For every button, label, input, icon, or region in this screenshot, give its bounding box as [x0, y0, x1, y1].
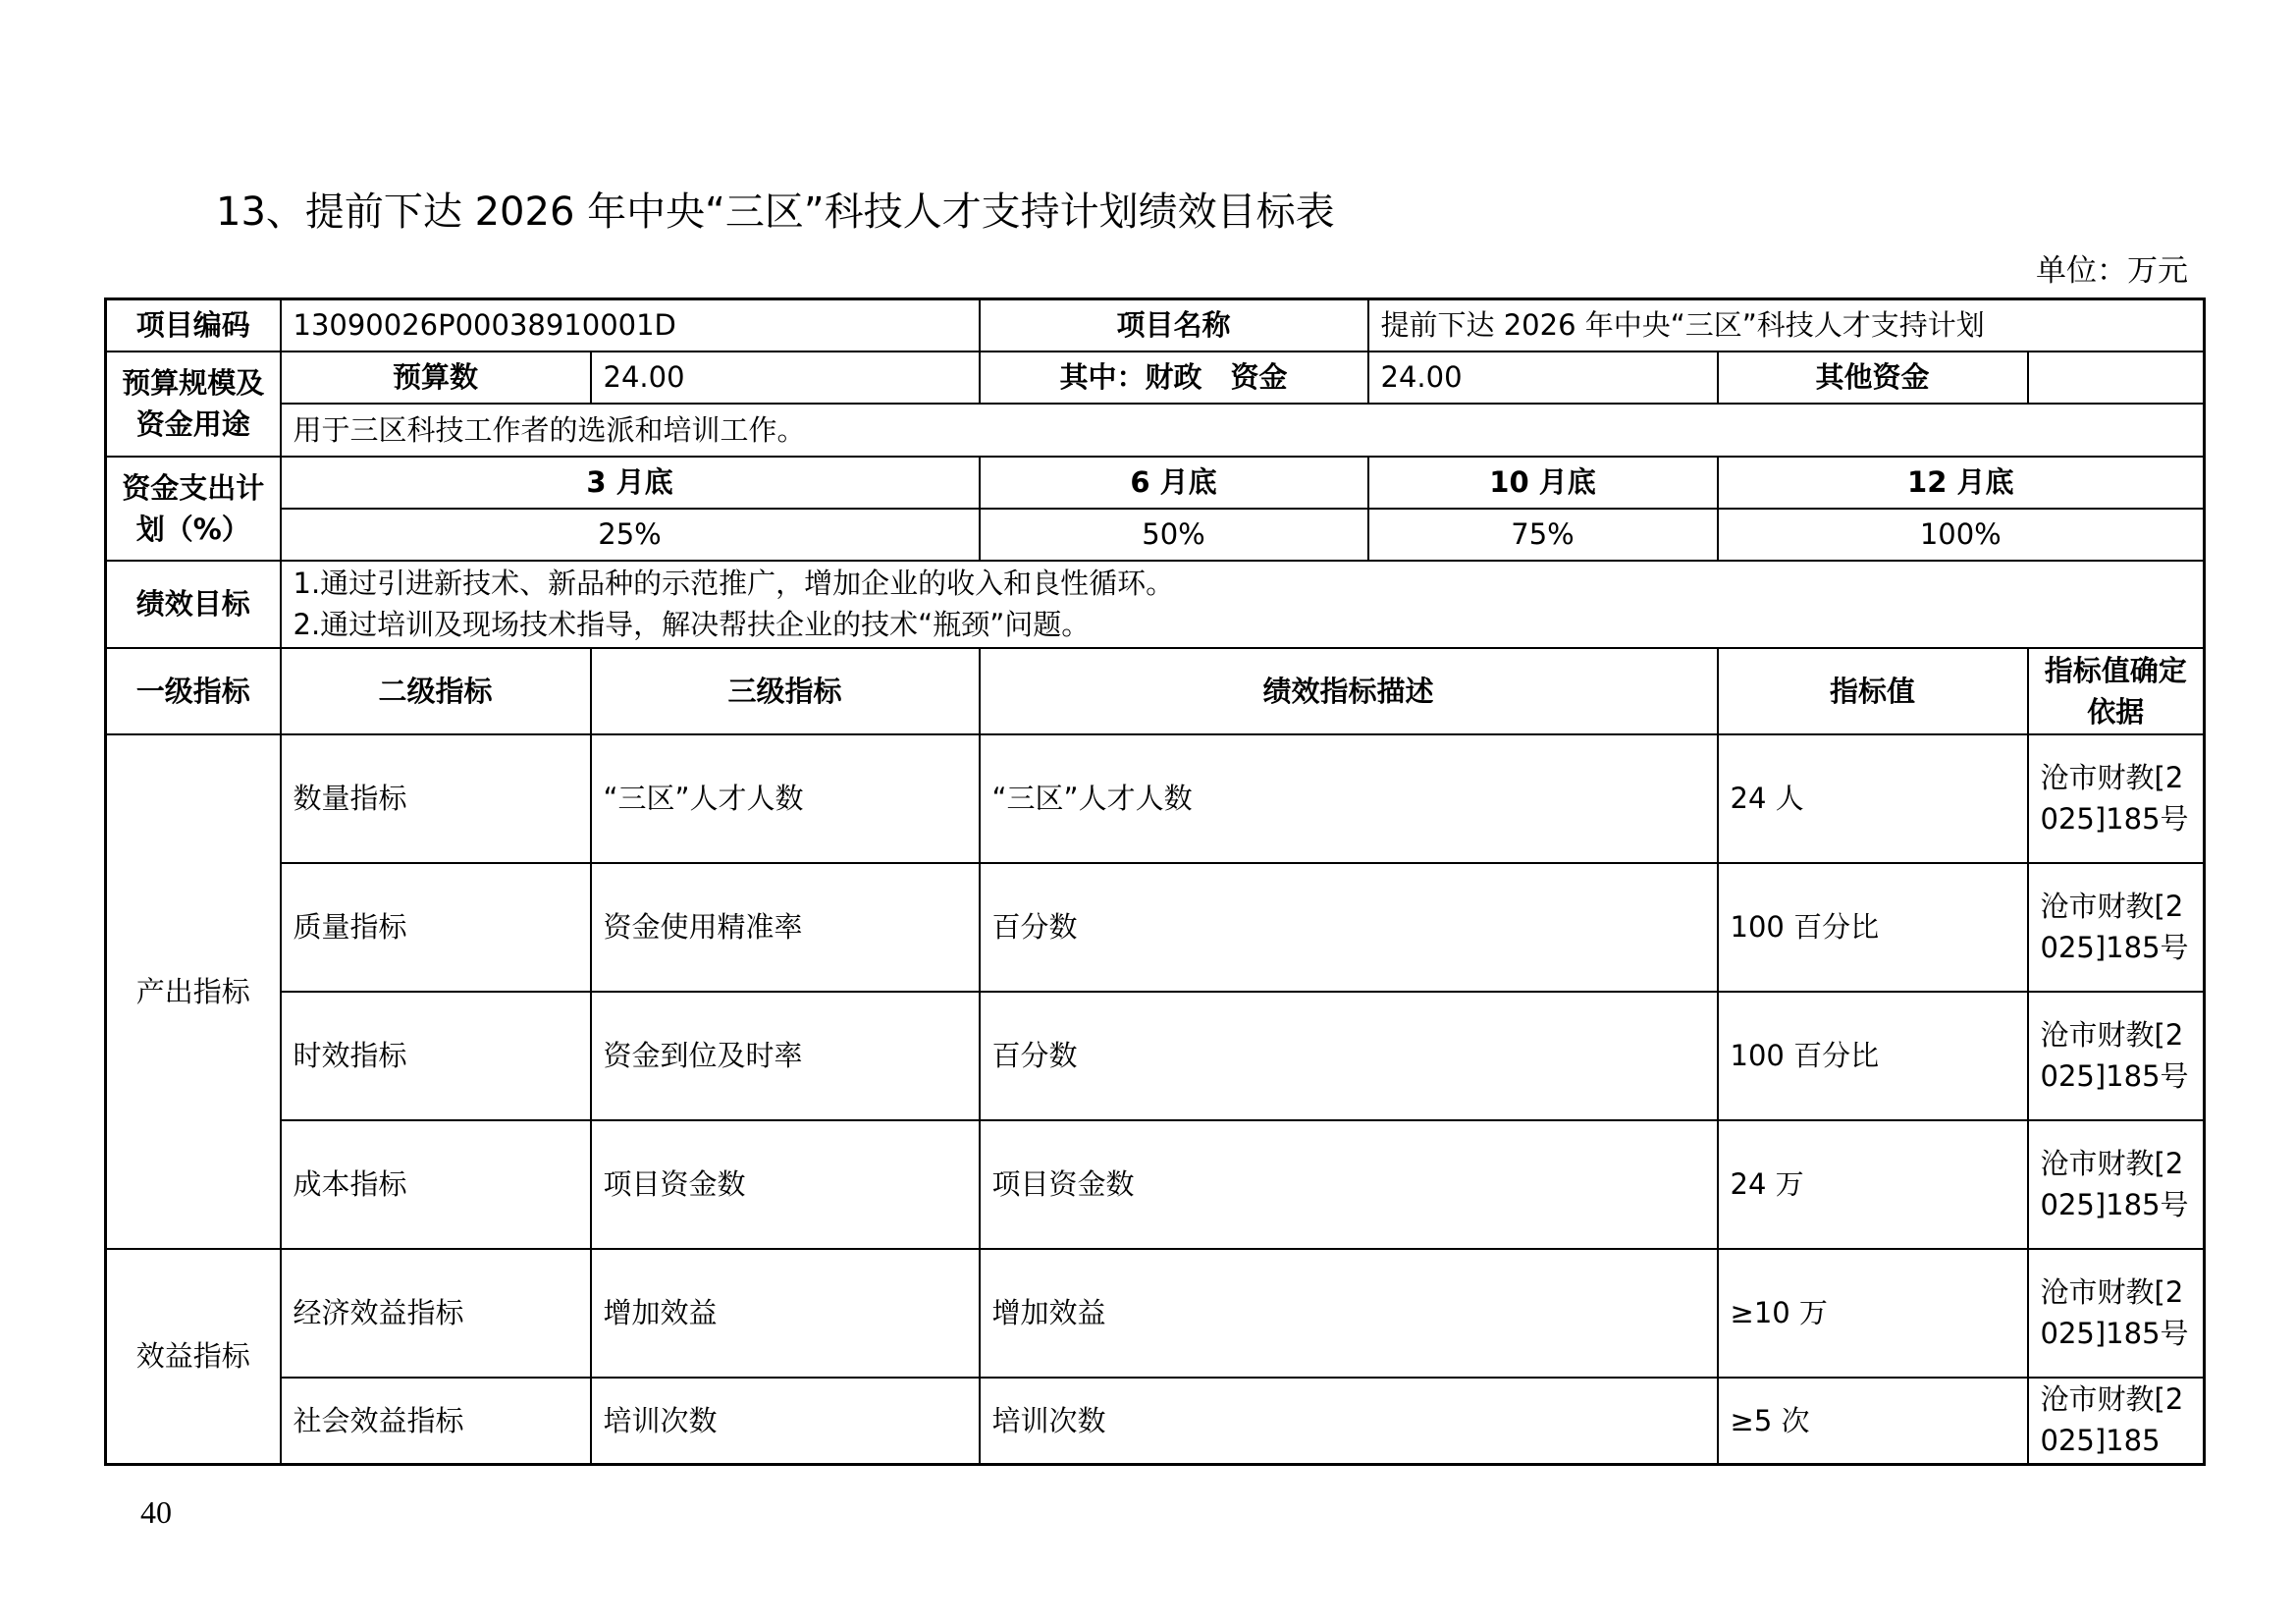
indicator-header-row [106, 648, 2205, 734]
indicator-description: “三区”人才人数 [980, 734, 1718, 863]
indicator-row [106, 1378, 2205, 1465]
level3-indicator: “三区”人才人数 [591, 734, 980, 863]
indicator-description: 增加效益 [980, 1249, 1718, 1378]
indicator-row [106, 734, 2205, 863]
indicator-basis: 沧市财教[2025]185号 [2028, 1249, 2205, 1378]
fund-usage-row [106, 404, 2205, 457]
spending-plan-label: 资金支出计划（%） [106, 457, 281, 561]
budget-row [106, 352, 2205, 404]
project-code-label: 项目编码 [106, 299, 281, 352]
fiscal-fund-value: 24.00 [1368, 352, 1718, 404]
level2-indicator: 时效指标 [281, 992, 591, 1120]
indicator-value: 100 百分比 [1718, 863, 2028, 992]
indicator-value: ≥10 万 [1718, 1249, 2028, 1378]
goal-line-1: 1.通过引进新技术、新品种的示范推广，增加企业的收入和良性循环。 [293, 567, 1175, 600]
spending-value-1: 25% [281, 509, 980, 561]
spending-plan-value-row [106, 509, 2205, 561]
indicator-value: 24 万 [1718, 1120, 2028, 1249]
level1-output-indicators: 产出指标 [106, 734, 281, 1249]
indicator-basis: 沧市财教[2025]185号 [2028, 1120, 2205, 1249]
level2-indicator: 经济效益指标 [281, 1249, 591, 1378]
project-info-row [106, 299, 2205, 352]
header-level2: 二级指标 [281, 648, 591, 734]
indicator-row [106, 863, 2205, 992]
unit-label: 单位：万元 [2036, 253, 2188, 289]
indicator-basis: 沧市财教[2025]185号 [2028, 992, 2205, 1120]
indicator-value: 24 人 [1718, 734, 2028, 863]
performance-target-table [104, 298, 2206, 1466]
indicator-row [106, 992, 2205, 1120]
fund-usage-text: 用于三区科技工作者的选派和培训工作。 [281, 404, 2205, 457]
indicator-description: 培训次数 [980, 1378, 1718, 1465]
indicator-description: 百分数 [980, 992, 1718, 1120]
level2-indicator: 成本指标 [281, 1120, 591, 1249]
header-basis: 指标值确定依据 [2028, 648, 2205, 734]
other-fund-label: 其他资金 [1718, 352, 2028, 404]
budget-amount-value: 24.00 [591, 352, 980, 404]
indicator-basis: 沧市财教[2025]185 [2040, 1381, 2184, 1457]
indicator-value: ≥5 次 [1718, 1378, 2028, 1465]
budget-amount-label: 预算数 [281, 352, 591, 404]
spending-value-2: 50% [980, 509, 1368, 561]
spending-period-1: 3 月底 [281, 457, 980, 509]
level2-indicator: 社会效益指标 [281, 1378, 591, 1465]
project-code-value: 13090026P00038910001D [281, 299, 980, 352]
level3-indicator: 培训次数 [591, 1378, 980, 1465]
header-description: 绩效指标描述 [980, 648, 1718, 734]
page-number: 40 [140, 1494, 172, 1530]
goal-label: 绩效目标 [106, 561, 281, 648]
indicator-row [106, 1249, 2205, 1378]
other-fund-value [2028, 352, 2205, 404]
spending-value-4: 100% [1718, 509, 2205, 561]
level3-indicator: 资金到位及时率 [591, 992, 980, 1120]
goal-line-2: 2.通过培训及现场技术指导，解决帮扶企业的技术“瓶颈”问题。 [293, 608, 1091, 641]
level3-indicator: 增加效益 [591, 1249, 980, 1378]
spending-period-3: 10 月底 [1368, 457, 1718, 509]
project-name-label: 项目名称 [980, 299, 1368, 352]
fiscal-fund-label: 其中：财政 资金 [980, 352, 1368, 404]
spending-period-4: 12 月底 [1718, 457, 2205, 509]
indicator-description: 百分数 [980, 863, 1718, 992]
page-title: 13、提前下达 2026 年中央“三区”科技人才支持计划绩效目标表 [216, 189, 1335, 235]
level3-indicator: 项目资金数 [591, 1120, 980, 1249]
level1-benefit-indicators: 效益指标 [106, 1249, 281, 1465]
spending-plan-header-row [106, 457, 2205, 509]
goal-text [281, 561, 2205, 648]
level2-indicator: 数量指标 [281, 734, 591, 863]
header-level1: 一级指标 [106, 648, 281, 734]
level3-indicator: 资金使用精准率 [591, 863, 980, 992]
spending-value-3: 75% [1368, 509, 1718, 561]
indicator-basis: 沧市财教[2025]185号 [2028, 734, 2205, 863]
spending-period-2: 6 月底 [980, 457, 1368, 509]
project-name-value: 提前下达 2026 年中央“三区”科技人才支持计划 [1368, 299, 2205, 352]
indicator-description: 项目资金数 [980, 1120, 1718, 1249]
indicator-basis-cell [2028, 1378, 2205, 1465]
goal-row [106, 561, 2205, 648]
budget-label: 预算规模及资金用途 [106, 352, 281, 457]
header-level3: 三级指标 [591, 648, 980, 734]
level2-indicator: 质量指标 [281, 863, 591, 992]
indicator-value: 100 百分比 [1718, 992, 2028, 1120]
indicator-basis: 沧市财教[2025]185号 [2028, 863, 2205, 992]
indicator-row [106, 1120, 2205, 1249]
header-value: 指标值 [1718, 648, 2028, 734]
